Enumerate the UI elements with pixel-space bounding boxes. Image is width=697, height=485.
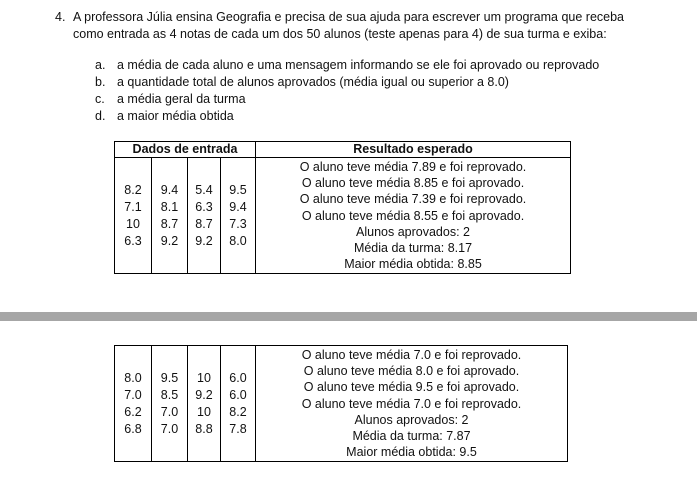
list-marker: c.: [95, 92, 105, 106]
grade-cell: 8.5: [160, 387, 179, 402]
header-result: Resultado esperado: [256, 142, 571, 158]
list-item-text: a média de cada aluno e uma mensagem informando se ele foi aprovado ou reprovado: [117, 58, 600, 72]
grade-cell: 7.1: [124, 199, 142, 214]
result-line: Alunos aprovados: 2: [356, 224, 470, 239]
grade-cell: 6.2: [124, 404, 142, 419]
input-column: [221, 158, 256, 274]
grade-cell: 10: [126, 216, 140, 231]
grade-cell: 9.4: [229, 199, 247, 214]
grade-cell: 8.7: [195, 216, 213, 231]
result-line: O aluno teve média 8.85 e foi aprovado.: [301, 176, 525, 191]
grade-cell: 7.3: [229, 216, 247, 231]
grade-cell: 9.2: [195, 233, 213, 248]
grade-cell: 8.1: [160, 199, 179, 214]
result-line: Maior média obtida: 8.85: [344, 257, 482, 272]
expected-result-cell: [256, 158, 571, 274]
question-line-2: como entrada as 4 notas de cada um dos 50 alunos (teste apenas para 4) de sua turma e exiba:: [73, 27, 607, 41]
requirements-list: [95, 57, 599, 125]
list-item: [95, 74, 599, 91]
grade-cell: 7.8: [229, 421, 247, 436]
list-item: [95, 91, 599, 108]
input-column: [188, 158, 221, 274]
input-column: [115, 346, 152, 462]
input-column: [188, 346, 221, 462]
grade-cell: 9.2: [160, 233, 179, 248]
result-line: O aluno teve média 7.0 e foi reprovado.: [301, 348, 522, 362]
grade-cell: 6.3: [124, 233, 142, 248]
grade-cell: 7.0: [160, 421, 179, 436]
grade-cell: 9.5: [160, 370, 179, 385]
grade-cell: 8.2: [229, 404, 247, 419]
test-table-1: [114, 141, 571, 274]
grade-cell: 8.2: [124, 182, 142, 197]
grade-cell: 6.0: [229, 387, 247, 402]
list-item-text: a média geral da turma: [117, 92, 246, 106]
list-item-text: a maior média obtida: [117, 109, 234, 123]
grade-cell: 10: [197, 404, 211, 419]
list-item-text: a quantidade total de alunos aprovados (média igual ou superior a 8.0): [117, 75, 509, 89]
result-line: O aluno teve média 7.89 e foi reprovado.: [299, 160, 527, 174]
grade-cell: 6.8: [124, 421, 142, 436]
result-line: O aluno teve média 9.5 e foi aprovado.: [303, 380, 520, 395]
result-line: Alunos aprovados: 2: [354, 412, 469, 427]
result-line: Maior média obtida: 9.5: [346, 445, 477, 460]
input-column: [152, 346, 188, 462]
question-number: 4.: [55, 10, 66, 24]
grade-cell: 9.4: [160, 182, 179, 197]
result-line: Média da turma: 7.87: [352, 428, 471, 443]
grade-cell: 8.7: [160, 216, 179, 231]
grade-cell: 7.0: [124, 387, 142, 402]
result-line: Média da turma: 8.17: [353, 240, 473, 255]
grade-cell: 8.0: [124, 370, 142, 385]
header-input: Dados de entrada: [115, 142, 256, 158]
input-column: [221, 346, 256, 462]
list-item: [95, 57, 599, 74]
result-line: O aluno teve média 8.55 e foi aprovado.: [301, 208, 525, 223]
test-table-2: [114, 345, 568, 462]
expected-result-cell: [256, 346, 568, 462]
result-line: O aluno teve média 8.0 e foi aprovado.: [303, 364, 520, 379]
section-divider: [0, 312, 697, 321]
list-item: [95, 108, 599, 125]
result-line: O aluno teve média 7.0 e foi reprovado.: [301, 396, 522, 411]
question-line-1: A professora Júlia ensina Geografia e precisa de sua ajuda para escrever um programa que receba: [73, 10, 625, 24]
grade-cell: 8.8: [195, 421, 213, 436]
grade-cell: 5.4: [195, 182, 213, 197]
list-marker: a.: [95, 58, 106, 72]
list-marker: d.: [95, 109, 106, 123]
grade-cell: 8.0: [229, 233, 247, 248]
grade-cell: 6.3: [195, 199, 213, 214]
result-line: O aluno teve média 7.39 e foi reprovado.: [299, 192, 527, 207]
grade-cell: 9.5: [229, 182, 247, 197]
grade-cell: 10: [197, 370, 211, 385]
grade-cell: 6.0: [229, 370, 247, 385]
grade-cell: 9.2: [195, 387, 213, 402]
input-column: [115, 158, 152, 274]
grade-cell: 7.0: [160, 404, 179, 419]
input-column: [152, 158, 188, 274]
list-marker: b.: [95, 75, 106, 89]
